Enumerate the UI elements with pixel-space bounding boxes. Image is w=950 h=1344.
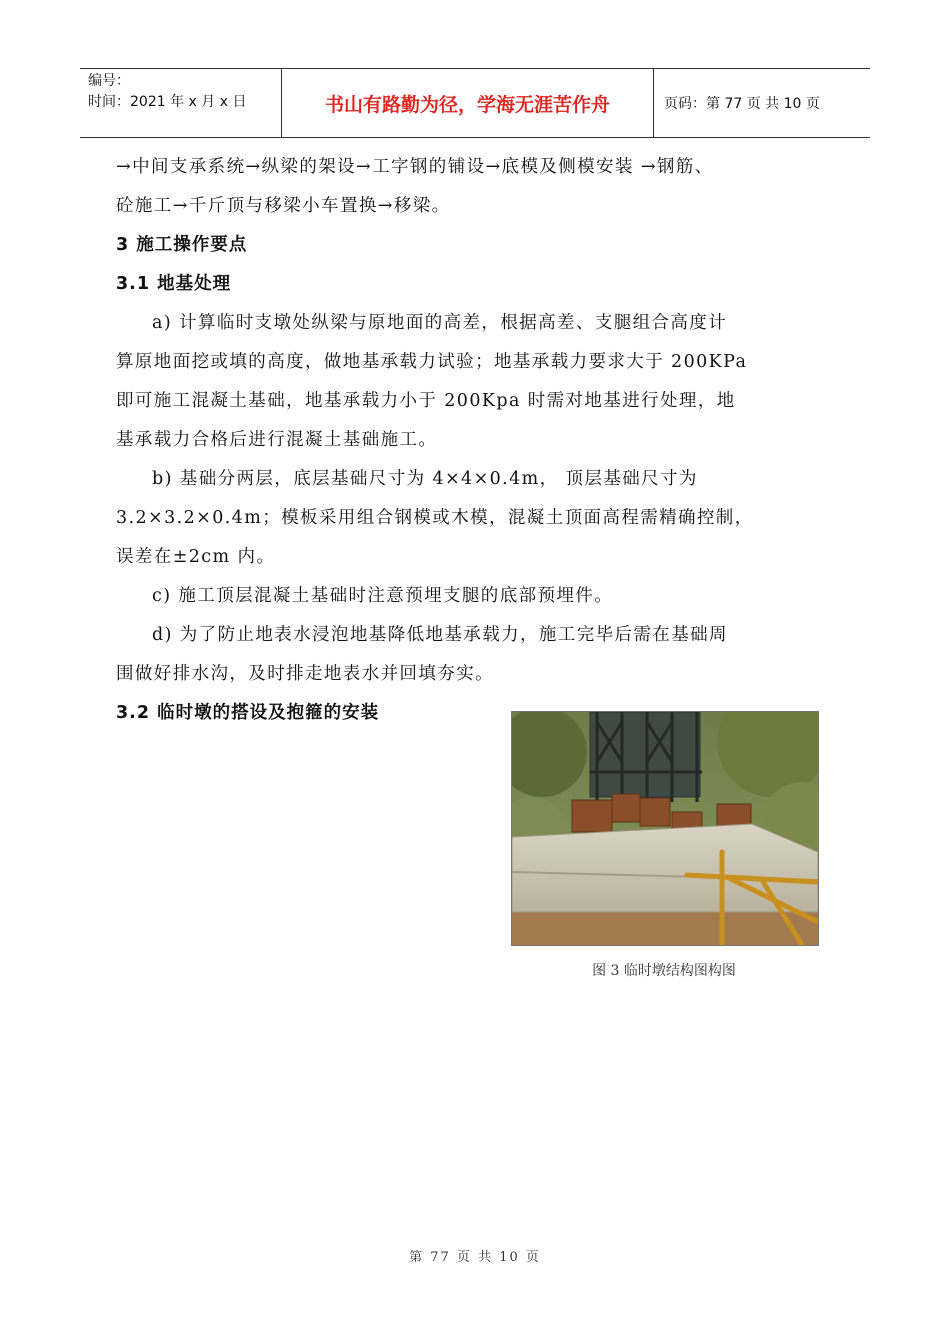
para-a-line: 基承载力合格后进行混凝土基础施工。 (116, 430, 438, 450)
para-a-line: 即可施工混凝土基础，地基承载力小于 200Kpa 时需对地基进行处理，地 (116, 391, 736, 411)
para-c-line: c) 施工顶层混凝土基础时注意预埋支腿的底部预埋件。 (152, 586, 614, 606)
header-date-label: 时间：2021 年 x 月 x 日 (88, 94, 247, 110)
para-d-line: d) 为了防止地表水浸泡地基降低地基承载力，施工完毕后需在基础周 (152, 625, 728, 645)
para-d-line: 围做好排水沟，及时排走地表水并回填夯实。 (116, 664, 494, 684)
body-line: 砼施工→千斤顶与移梁小车置换→移梁。 (116, 196, 451, 216)
body-line: →中间支承系统→纵梁的架设→工字钢的铺设→底模及侧模安装 →钢筋、 (116, 157, 714, 177)
page-footer: 第 77 页 共 10 页 (409, 1250, 541, 1265)
section-heading-3-2: 3.2 临时墩的搭设及抱箍的安装 (116, 703, 380, 723)
para-b-line: 3.2×3.2×0.4m；模板采用组合钢模或木模，混凝土顶面高程需精确控制， (116, 508, 754, 528)
para-a-line: a) 计算临时支墩处纵梁与原地面的高差，根据高差、支腿组合高度计 (152, 313, 728, 333)
section-heading-3-1: 3.1 地基处理 (116, 274, 232, 294)
figure-caption: 图 3 临时墩结构图构图 (592, 963, 736, 979)
header-meta (80, 69, 282, 137)
document-body (116, 148, 836, 733)
header-motto: 书山有路勤为径，学海无涯苦作舟 (282, 69, 654, 137)
page-header (80, 68, 870, 138)
header-code-label: 编号： (88, 73, 130, 89)
para-a-line: 算原地面挖或填的高度，做地基承载力试验；地基承载力要求大于 200KPa (116, 352, 748, 372)
header-page-label: 页码：第 77 页 共 10 页 (664, 96, 820, 112)
section-heading-3: 3 施工操作要点 (116, 235, 248, 255)
para-b-line: 误差在±2cm 内。 (116, 547, 276, 567)
pier-photo (511, 711, 819, 946)
para-b-line: b) 基础分两层，底层基础尺寸为 4×4×0.4m， 顶层基础尺寸为 (152, 469, 698, 489)
